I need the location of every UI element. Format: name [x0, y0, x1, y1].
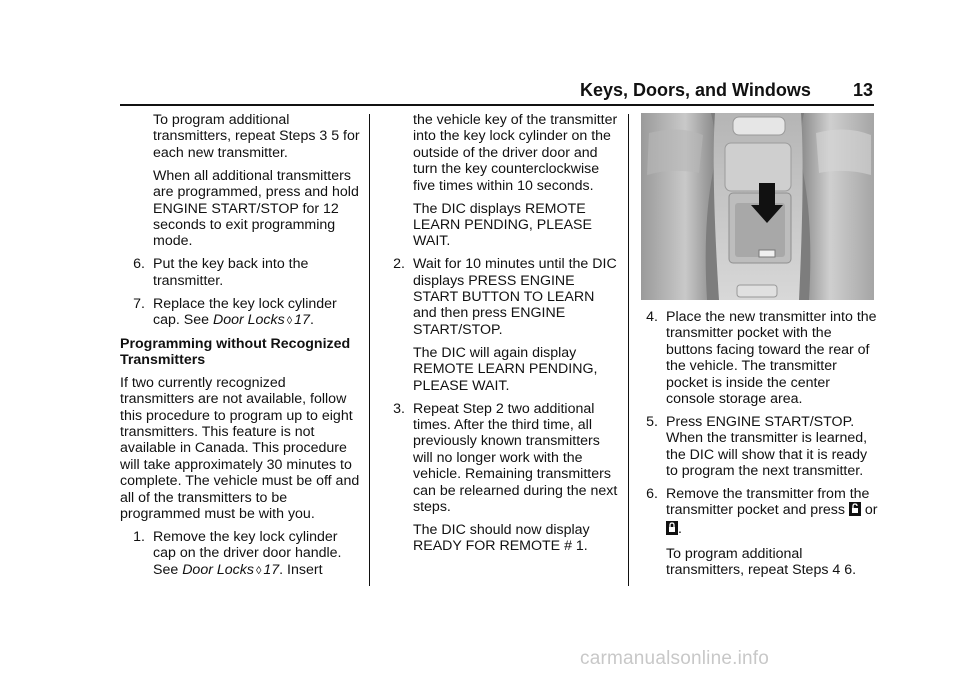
column-2: [380, 112, 620, 561]
paragraph: the vehicle key of the transmitter into the key lock cylinder on the outside of the driver door and turn the key counterclockwise five times within 10 seconds.: [413, 112, 618, 194]
center-console-figure: [641, 113, 874, 300]
step-3: [380, 401, 620, 516]
step-text: Replace the key lock cylinder cap. See Door Locks ◊ 17.: [153, 295, 337, 328]
unlock-icon: [849, 502, 861, 520]
door-locks-link[interactable]: Door Locks: [182, 561, 254, 578]
section-heading: Programming without Recognized Transmitters: [120, 335, 351, 369]
step-number: 4.: [646, 309, 658, 325]
door-locks-link[interactable]: Door Locks: [212, 311, 285, 328]
paragraph: The DIC should now display READY FOR REMOTE # 1.: [413, 521, 590, 555]
step-number: 2.: [393, 256, 405, 273]
step-number: 5.: [646, 413, 658, 430]
step-6: [633, 486, 878, 539]
paragraph: The DIC displays REMOTE LEARN PENDING, PLEASE WAIT.: [413, 200, 592, 250]
column-1: [120, 112, 360, 586]
column-divider-1: [369, 114, 370, 586]
step-text: Wait for 10 minutes until the DIC displays PRESS ENGINE START BUTTON TO LEARN and then press ENGINE START/STOP.: [413, 256, 617, 338]
column-divider-2: [628, 114, 629, 586]
step-6: [120, 256, 360, 289]
step-5: [633, 414, 878, 480]
page-ref[interactable]: 17: [294, 311, 310, 328]
step-text: Remove the transmitter from the transmitter pocket and press or .: [666, 486, 878, 539]
step-4: [633, 309, 878, 407]
step-7: [120, 296, 360, 330]
step-number: 6.: [646, 486, 658, 503]
step-text: Put the key back into the transmitter.: [153, 256, 309, 289]
header-rule: [120, 104, 874, 106]
column-3: [633, 309, 878, 585]
page-ref-icon: ◊: [286, 314, 293, 327]
paragraph: If two currently recognized transmitters are not available, follow this procedure to program up to eight transmitters. This feature is not available in Canada. This procedure will take approximately 30 minutes to complete. The vehicle must be off and all of the transmitters to be programmed must be with you.: [120, 374, 360, 522]
page-number: 13: [853, 80, 874, 100]
step-2: [380, 256, 620, 338]
step-text: Place the new transmitter into the transmitter pocket with the buttons facing toward the rear of the vehicle. The transmitter pocket is inside the center console storage area.: [666, 309, 877, 408]
paragraph: To program additional transmitters, repeat Steps 3 5 for each new transmitter.: [153, 112, 360, 161]
step-text: Repeat Step 2 two additional times. After the third time, all previously known transmitters will no longer work with the vehicle. Remaining transmitters can be relearned during the next steps.: [413, 400, 618, 515]
paragraph: The DIC will again display REMOTE LEARN PENDING, PLEASE WAIT.: [413, 344, 598, 394]
paragraph: When all additional transmitters are programmed, press and hold ENGINE START/STOP for 12 seconds to exit programming mode.: [153, 167, 359, 250]
step-number: 1.: [133, 528, 145, 545]
step-text: Remove the key lock cylinder cap on the driver door handle. See Door Locks ◊ 17. Insert: [153, 528, 342, 578]
paragraph: To program additional transmitters, repeat Steps 4 6.: [666, 545, 857, 579]
step-number: 3.: [393, 400, 405, 417]
lock-icon: [666, 521, 678, 539]
section-title: Keys, Doors, and Windows: [580, 80, 811, 100]
step-text: Press ENGINE START/STOP. When the transmitter is learned, the DIC will show that it is ready to program the next transmitter.: [666, 413, 868, 480]
watermark: carmanualsonline.info: [580, 648, 770, 669]
step-number: 6.: [133, 256, 145, 273]
page-ref[interactable]: 17: [263, 561, 280, 578]
step-number: 7.: [133, 295, 145, 312]
step-1: [120, 529, 360, 579]
page-ref-icon: ◊: [255, 564, 262, 577]
